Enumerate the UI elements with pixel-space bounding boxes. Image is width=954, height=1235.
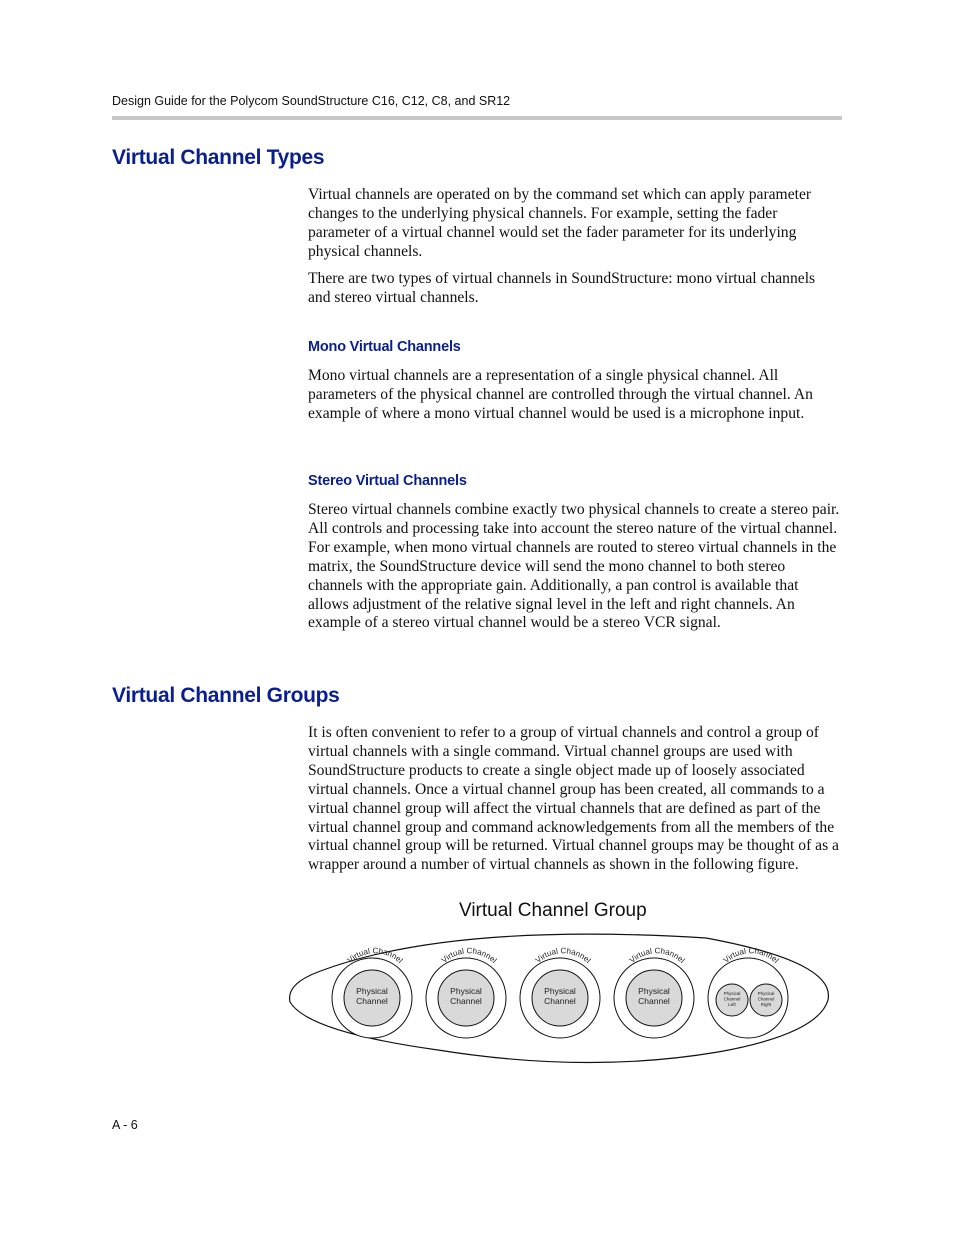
physical-channel-label: Physical: [356, 986, 388, 996]
groups-paragraph: It is often convenient to refer to a group of virtual channels and control a group of virtual channels with a single command. Virtual channel groups are used with SoundStructure products to create a single object made up of loosely associated virtual channels. Once a virtual channel group has been created, all commands to a virtual channel group will affect the virtual channels that are defined as part of the virtual channel group and command acknowledgements from all the members of the virtual channel group will be returned. Virtual channel groups may be thought of as a wrapper around a number of virtual channels as shown in the following figure.: [308, 724, 839, 874]
stereo-paragraph: Stereo virtual channels combine exactly two physical channels to create a stereo pair. All controls and processing take into account the stereo nature of the virtual channel. For example, when mono virtual channels are routed to stereo virtual channels in the matrix, the SoundStructure device will send the mono channel to both stereo channels with the appropriate gain. Additionally, a pan control is available that allows adjustment of the relative signal level in the left and right channels. An example of a stereo virtual channel would be a stereo VCR signal.: [308, 501, 840, 632]
virtual-channel-label: Virtual Channel: [345, 946, 405, 965]
header-rule: [112, 116, 842, 120]
heading-virtual-channel-types: Virtual Channel Types: [112, 146, 325, 169]
mono-paragraph: Mono virtual channels are a representation of a single physical channel. All parameters of the physical channel are controlled through the virtual channel. An example of where a mono virtual channel would be used is a microphone input.: [308, 367, 813, 422]
physical-channel-left-label: Left: [728, 1002, 736, 1007]
figure-title: Virtual Channel Group: [459, 900, 647, 921]
physical-channel-label: Physical: [450, 986, 482, 996]
virtual-channel-3: [520, 946, 600, 1038]
physical-channel-label: Channel: [450, 996, 482, 1006]
virtual-channel-stereo: [708, 946, 788, 1038]
physical-channel-label: Channel: [544, 996, 576, 1006]
types-paragraph-1: Virtual channels are operated on by the command set which can apply parameter changes to the underlying physical channels. For example, setting the fader parameter of a virtual channel would set the fader parameter for its underlying physical channels.: [308, 186, 812, 260]
physical-channel-label: Physical: [544, 986, 576, 996]
virtual-channel-label: Virtual Channel: [627, 946, 687, 965]
physical-channel-left-label: Physical: [723, 991, 741, 996]
types-paragraph-2: There are two types of virtual channels in SoundStructure: mono virtual channels and stereo virtual channels.: [308, 270, 816, 306]
virtual-channel-label: Virtual Channel: [439, 946, 499, 965]
virtual-channel-group-figure: [288, 928, 834, 1068]
page-number: A - 6: [112, 1118, 138, 1132]
physical-channel-left-label: Channel: [723, 996, 741, 1002]
physical-channel-label: Channel: [638, 996, 670, 1006]
physical-channel-right-label: Channel: [757, 996, 775, 1002]
physical-channel-right-label: Physical: [757, 991, 775, 996]
physical-channel-label: Channel: [356, 996, 388, 1006]
running-header: Design Guide for the Polycom SoundStructure C16, C12, C8, and SR12: [112, 94, 511, 108]
heading-virtual-channel-groups: Virtual Channel Groups: [112, 684, 340, 707]
virtual-channel-label: Virtual Channel: [533, 946, 593, 965]
virtual-channel-4: [614, 946, 694, 1038]
physical-channel-right-label: Right: [760, 1002, 772, 1007]
virtual-channel-label: Virtual Channel: [721, 946, 781, 965]
virtual-channel-1: [332, 946, 412, 1038]
heading-stereo-virtual-channels: Stereo Virtual Channels: [308, 473, 467, 489]
heading-mono-virtual-channels: Mono Virtual Channels: [308, 339, 461, 355]
virtual-channel-2: [426, 946, 506, 1038]
physical-channel-label: Physical: [638, 986, 670, 996]
